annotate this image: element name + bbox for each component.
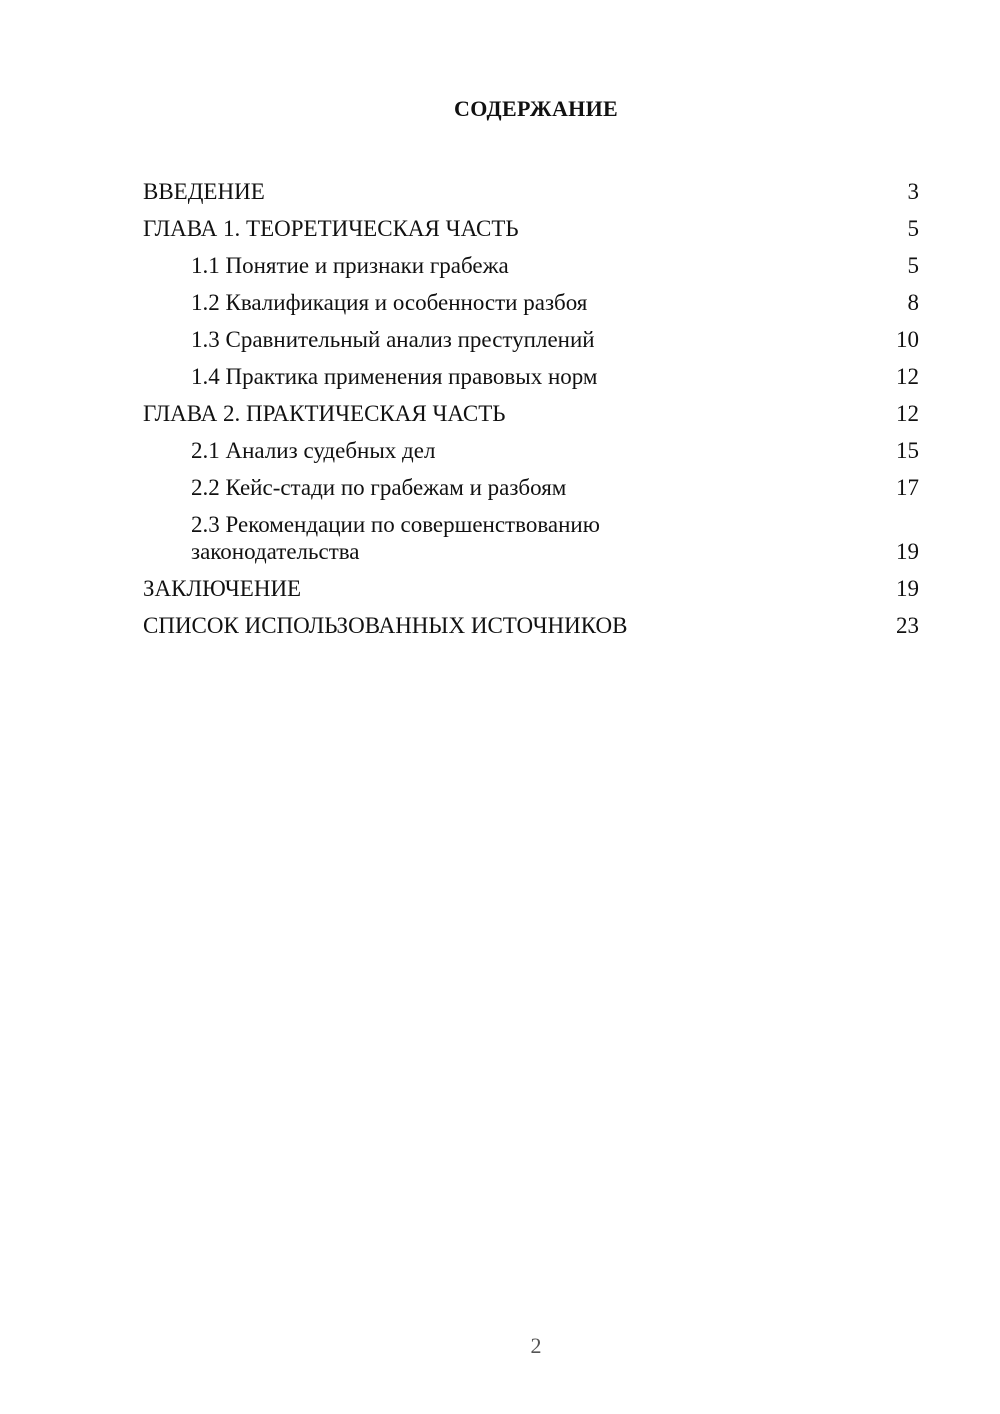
toc-entry-page: 5 xyxy=(907,216,919,241)
toc-entry-section-1-3[interactable] xyxy=(143,316,919,353)
page-number: 2 xyxy=(530,1333,542,1358)
toc-entry-label: ГЛАВА 1. ТЕОРЕТИЧЕСКАЯ ЧАСТЬ xyxy=(143,216,519,241)
toc-entry-label: 2.1 Анализ судебных дел xyxy=(191,438,436,463)
toc-entry-page: 12 xyxy=(896,401,919,426)
toc-entry-section-2-1[interactable] xyxy=(143,427,919,464)
toc-entry-label: 1.1 Понятие и признаки грабежа xyxy=(191,253,509,278)
toc-entry-page: 5 xyxy=(907,253,919,278)
toc-entry-page: 17 xyxy=(896,475,919,500)
toc-entry-section-2-3[interactable] xyxy=(143,501,919,565)
toc-entry-page: 8 xyxy=(907,290,919,315)
toc-entry-label: ВВЕДЕНИЕ xyxy=(143,179,265,204)
toc-entry-section-1-4[interactable] xyxy=(143,353,919,390)
toc-entry-conclusion[interactable] xyxy=(143,565,919,602)
toc-entry-label: ЗАКЛЮЧЕНИЕ xyxy=(143,576,302,601)
toc-entry-section-1-2[interactable] xyxy=(143,279,919,316)
toc-entry-page: 3 xyxy=(907,179,919,204)
toc-entry-page: 19 xyxy=(896,539,919,564)
toc-entry-chapter-1[interactable] xyxy=(143,205,919,242)
toc-entry-label: СПИСОК ИСПОЛЬЗОВАННЫХ ИСТОЧНИКОВ xyxy=(143,613,628,638)
toc-entry-section-2-2[interactable] xyxy=(143,464,919,501)
toc-entry-page: 12 xyxy=(896,364,919,389)
toc-entry-page: 23 xyxy=(896,613,919,638)
toc-entry-label: 2.3 Рекомендации по совершенствованию законодательства xyxy=(191,512,600,564)
toc-entry-section-1-1[interactable] xyxy=(143,242,919,279)
table-of-contents xyxy=(143,168,919,639)
toc-entry-introduction[interactable] xyxy=(143,168,919,205)
toc-entry-page: 15 xyxy=(896,438,919,463)
toc-entry-label: ГЛАВА 2. ПРАКТИЧЕСКАЯ ЧАСТЬ xyxy=(143,401,506,426)
toc-entry-label: 1.3 Сравнительный анализ преступлений xyxy=(191,327,595,352)
toc-entry-page: 10 xyxy=(896,327,919,352)
page-title: СОДЕРЖАНИЕ xyxy=(454,96,618,121)
toc-entry-page: 19 xyxy=(896,576,919,601)
toc-entry-label: 2.2 Кейс-стади по грабежам и разбоям xyxy=(191,475,567,500)
toc-entry-label: 1.2 Квалификация и особенности разбоя xyxy=(191,290,588,315)
toc-entry-references[interactable] xyxy=(143,602,919,639)
toc-entry-label: 1.4 Практика применения правовых норм xyxy=(191,364,598,389)
toc-entry-chapter-2[interactable] xyxy=(143,390,919,427)
